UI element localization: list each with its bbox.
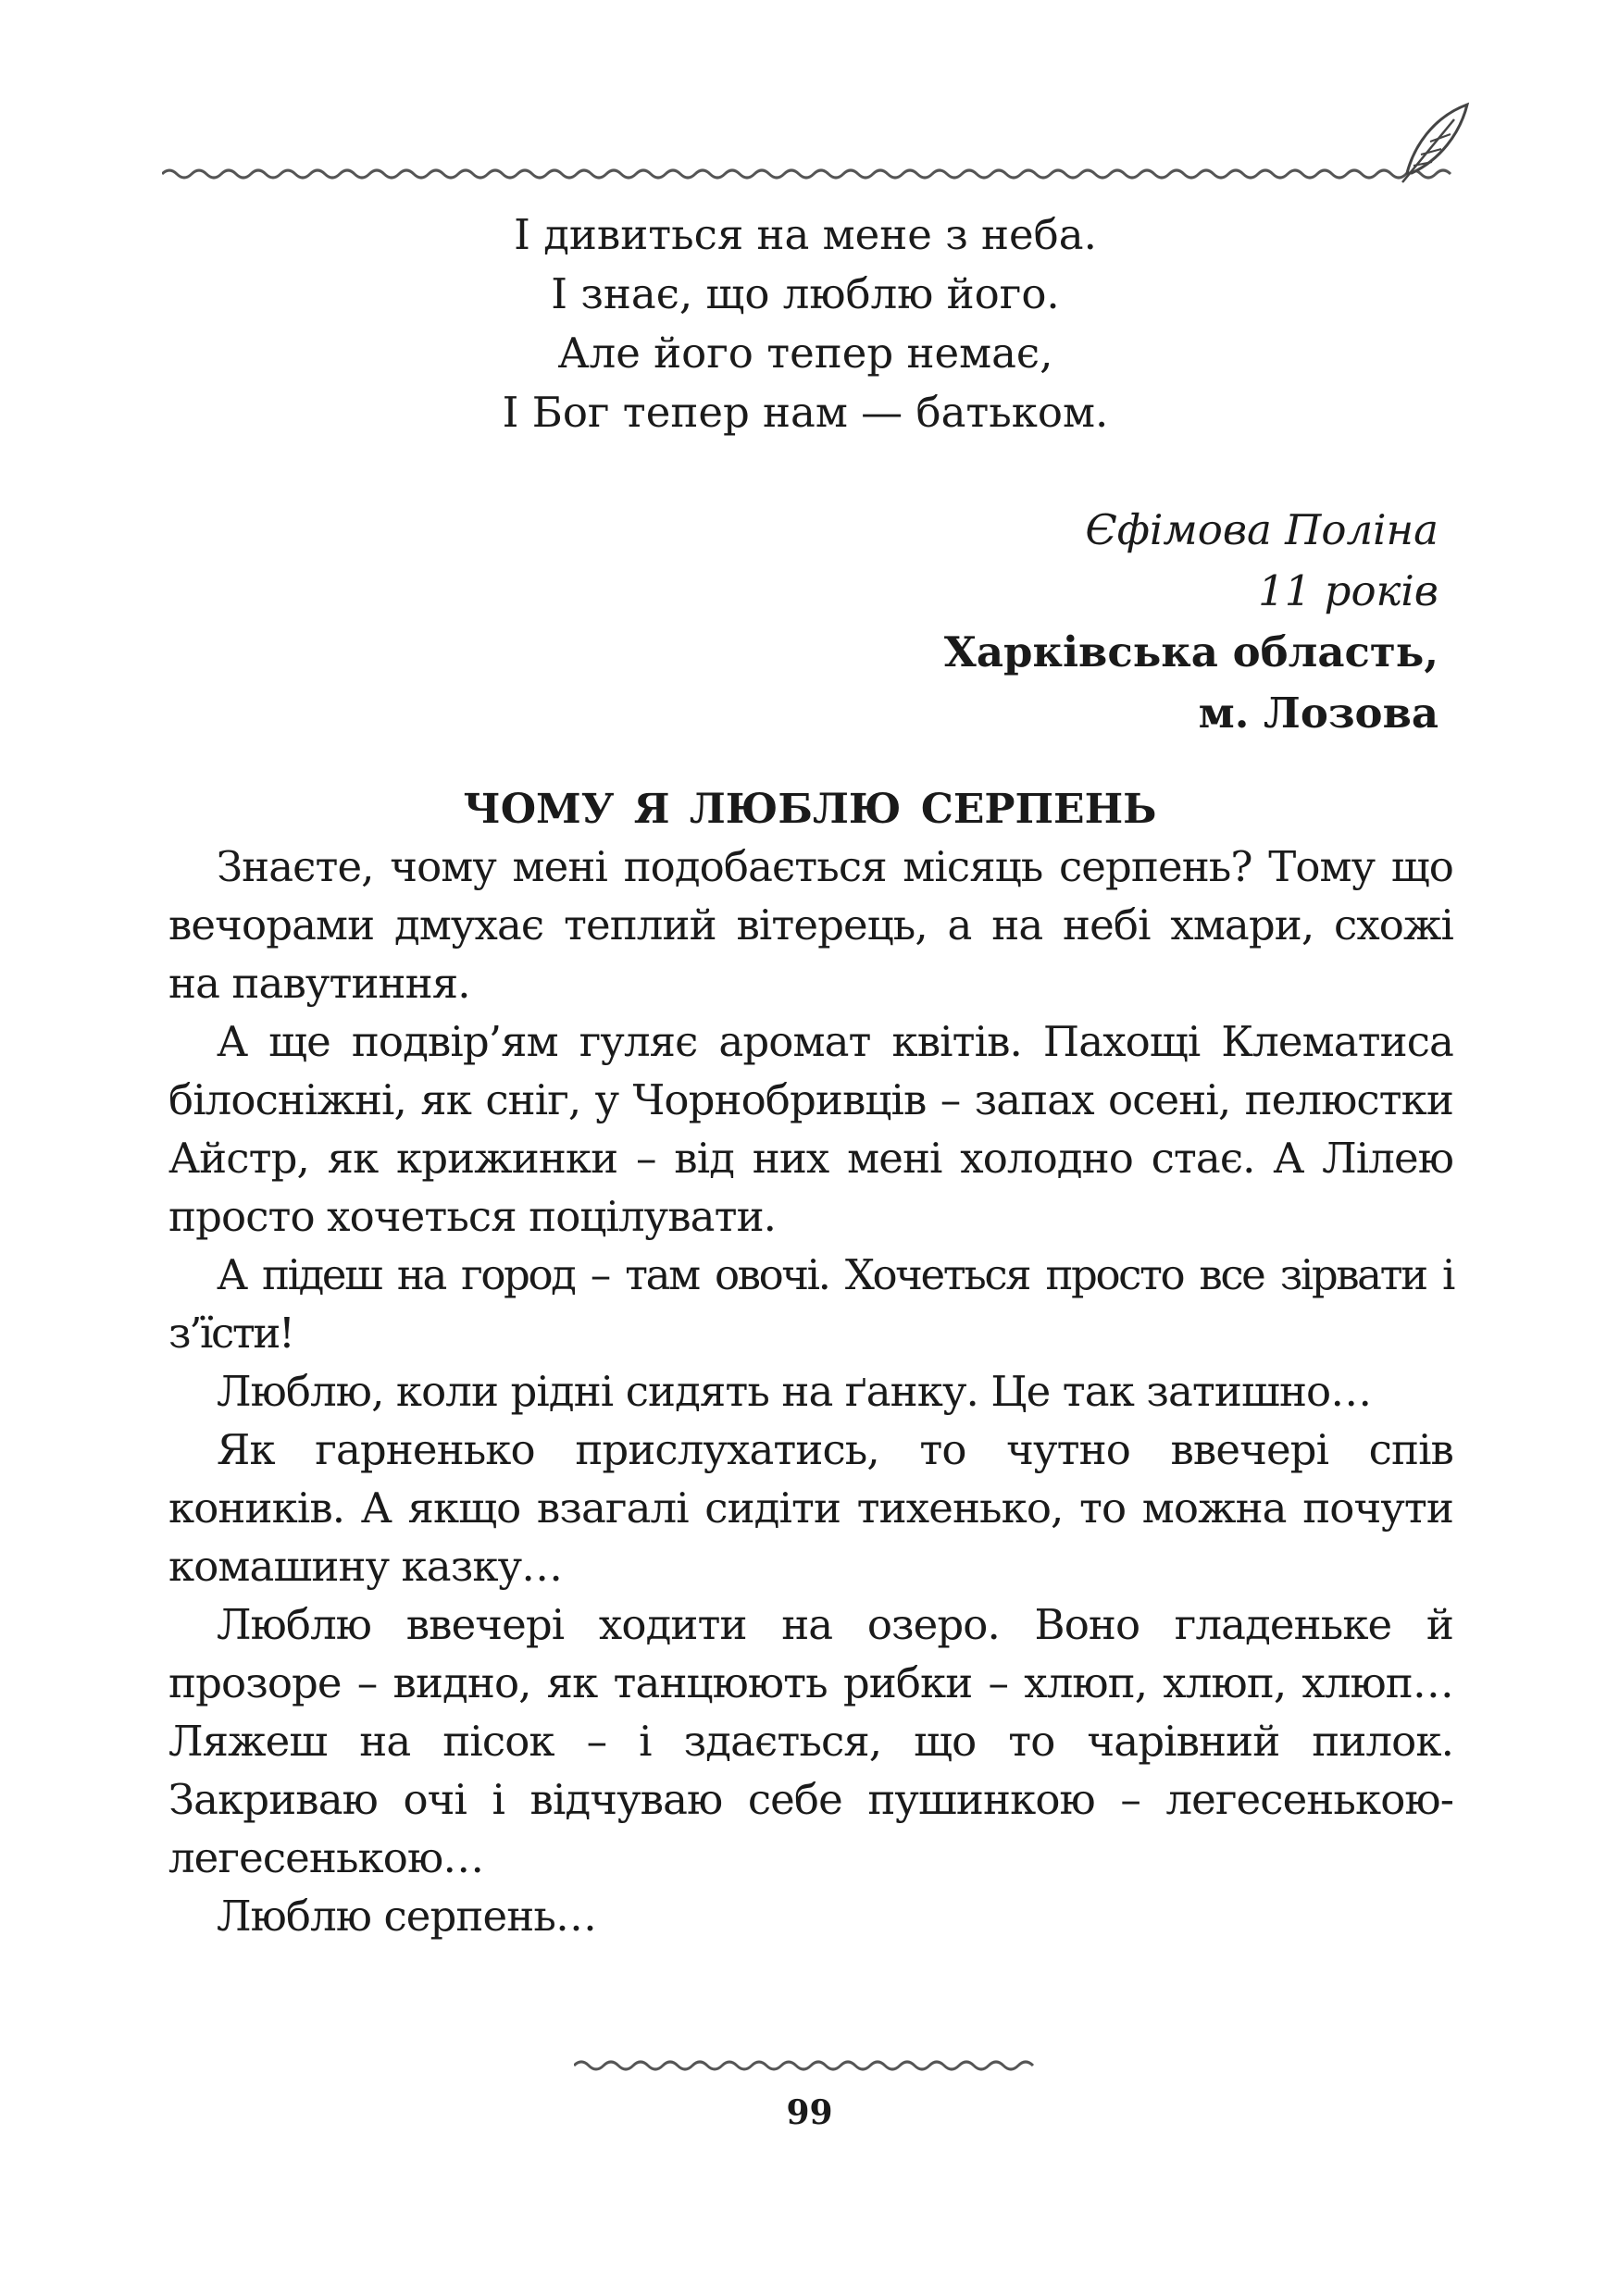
author-city: м. Лозова [1198, 689, 1438, 738]
essay-body [168, 838, 1453, 1945]
poem-line: І знає, що люблю його. [551, 269, 1060, 318]
page-number: 99 [786, 2093, 833, 2132]
essay-paragraph: Люблю серпень… [217, 1892, 597, 1941]
feather-icon [1402, 105, 1467, 182]
essay-paragraph: Як гарненько прислухатись, то чутно ввечері спів коників. А якщо взагалі сидіти тихенько, то можна почути комашину казку… [168, 1425, 1453, 1591]
author-signature [605, 500, 1438, 744]
essay-paragraph: А підеш на город – там овочі. Хочеться просто все зірвати і з’їсти! [168, 1250, 1453, 1358]
wavy-line [574, 2062, 1033, 2069]
poem-line: І Бог тепер нам — батьком. [502, 388, 1109, 437]
essay-paragraph: А ще подвір’ям гуляє аромат квітів. Пахощі Клематиса білосніжні, як сніг, у Чорнобривців – запах осені, пелюстки Айстр, як крижинки – від них мені холодно стає. А Лілею просто хочеться поцілувати. [168, 1017, 1453, 1241]
essay-paragraph: Люблю ввечері ходити на озеро. Воно гладеньке й прозоре – видно, як танцюють рибки – хлюп, хлюп, хлюп… Ляжеш на пісок – і здається, що то чарівний пилок. Закриваю очі і відчуваю себе пушинкою – легесенькою-легесенькою… [168, 1600, 1453, 1882]
header-wave-rule [162, 97, 1481, 199]
author-age: 11 років [1258, 566, 1438, 615]
poem-line: Але його тепер немає, [557, 329, 1053, 378]
author-name: Єфімова Поліна [1085, 505, 1438, 554]
poem-line: І дивиться на мене з неба. [514, 210, 1097, 259]
poem-excerpt [278, 205, 1333, 442]
wavy-line [162, 170, 1451, 178]
essay-paragraph: Люблю, коли рідні сидять на ґанку. Це так затишно… [217, 1367, 1372, 1416]
essay-title: ЧОМУ Я ЛЮБЛЮ СЕРПЕНЬ [463, 786, 1157, 833]
footer-wave-rule [574, 2047, 1037, 2084]
author-region: Харківська область, [943, 627, 1438, 676]
essay-paragraph: Знаєте, чому мені подобається місяць серпень? Тому що вечорами дмухає теплий вітерець, а на небі хмари, схожі на павутиння. [168, 842, 1453, 1008]
